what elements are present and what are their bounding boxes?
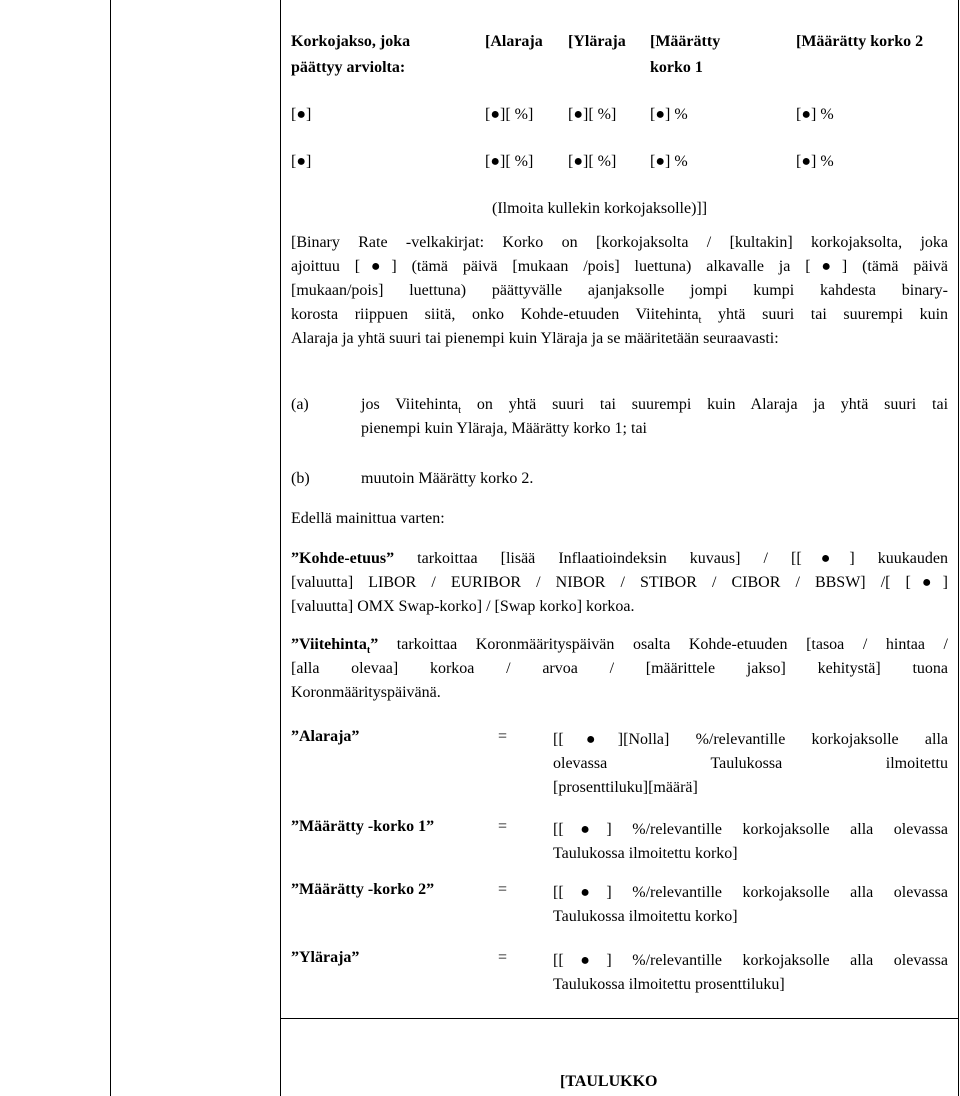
definition-value: [[●] %/relevantille korkojaksolle alla olevassa Taulukossa ilmoitettu prosenttiluku] — [553, 952, 948, 993]
table-cell: [●][ %] — [485, 106, 534, 123]
table-cell: [●] % — [796, 153, 834, 170]
binary-line-4a: korosta riippuen siitä, onko Kohde-etuuden Viitehinta — [291, 306, 699, 323]
list-item-text-line-2: pienempi kuin Yläraja, Määrätty korko 1; tai — [361, 420, 647, 437]
binary-line-3: [mukaan/pois] luettuna) päättyvälle ajanjaksolle jompi kumpi kahdesta binary- — [291, 282, 948, 299]
subscript-t: t — [698, 315, 702, 327]
table-header-alaraja-text: [Alaraja — [485, 33, 543, 50]
definition-term: ”Määrätty -korko 1” — [291, 818, 435, 835]
list-item-label: (a) — [291, 396, 309, 413]
table-note: (Ilmoita kullekin korkojaksolle)]] — [492, 200, 708, 217]
content-border-line — [280, 0, 281, 1096]
definition-equals: = — [498, 881, 508, 898]
binary-line-1: [Binary Rate -velkakirjat: Korko on [korkojaksolta / [kultakin] korkojaksolta, joka — [291, 234, 948, 251]
definition-term: ”Yläraja” — [291, 949, 360, 966]
viite-line-1: ”Viitehinta$_t$” tarkoittaa Koronmäärityspäivän osalta Kohde-etuuden [tasoa / hintaa / — [291, 636, 948, 657]
binary-line-4 — [291, 306, 948, 330]
kohde-line-1: ”Kohde-etuus” tarkoittaa [lisää Inflaatioindeksin kuvaus] / [[●] kuukauden — [291, 550, 948, 567]
kohde-line-2: [valuutta] LIBOR / EURIBOR / NIBOR / STIBOR / CIBOR / BBSW] /[ [●] — [291, 574, 948, 591]
table-header-ylaraja-text: [Yläraja — [568, 33, 626, 50]
definition-equals: = — [498, 949, 508, 966]
definition-equals: = — [498, 728, 508, 745]
list-item-text-line-1: jos Viitehinta$_t$ on yhtä suuri tai suurempi kuin Alaraja ja yhtä suuri tai — [361, 396, 949, 417]
table-cell: [●] — [291, 106, 312, 123]
table-header-alaraja — [485, 29, 547, 55]
binary-line-2: ajoittuu [●] (tämä päivä [mukaan /pois] luettuna) alkavalle ja [●] (tämä päivä — [291, 258, 948, 275]
table-header-korko-2-text: [Määrätty korko 2 — [796, 33, 924, 50]
table-cell: [●] % — [650, 106, 688, 123]
table-header-korko-1 — [650, 29, 750, 81]
table-cell: [●][ %] — [485, 153, 534, 170]
table-cell: [●] — [291, 153, 312, 170]
table-header-korko-2 — [796, 29, 946, 55]
table-cell: [●][ %] — [568, 106, 617, 123]
table-cell: [●] % — [796, 106, 834, 123]
table-cell: [●][ %] — [568, 153, 617, 170]
table-header-ylaraja — [568, 29, 630, 55]
section-divider-line — [280, 1018, 959, 1019]
binary-line-4b: yhtä suuri tai suurempi kuin — [717, 306, 949, 323]
viite-term: ”Viitehinta$_t$” — [291, 636, 379, 657]
definition-value: [[●] %/relevantille korkojaksolle alla olevassa Taulukossa ilmoitettu korko] — [553, 884, 948, 925]
table-cell: [●] % — [650, 153, 688, 170]
subscript-t: t — [458, 405, 462, 417]
viite-line-2: [alla olevaa] korkoa / arvoa / [määrittele jakso] kehitystä] tuona — [291, 660, 948, 677]
right-border-line — [958, 0, 959, 1096]
table-header-korkojakso-text: Korkojakso, joka päättyy arviolta: — [291, 33, 411, 76]
definition-equals: = — [498, 818, 508, 835]
list-item-text: muutoin Määrätty korko 2. — [361, 470, 534, 487]
list-item-label: (b) — [291, 470, 310, 487]
definition-term: ”Määrätty -korko 2” — [291, 881, 435, 898]
definition-value: [[●] %/relevantille korkojaksolle alla olevassa Taulukossa ilmoitettu korko] — [553, 821, 948, 862]
table-header-korko-1-text: [Määrätty korko 1 — [650, 33, 721, 76]
viite-line-3: Koronmäärityspäivänä. — [291, 684, 441, 701]
table-header-korkojakso — [291, 29, 461, 81]
left-margin-line — [110, 0, 111, 1096]
edella-text: Edellä mainittua varten: — [291, 510, 445, 527]
kohde-term: ”Kohde-etuus” — [291, 550, 395, 567]
taulukko-heading: [TAULUKKO — [560, 1073, 658, 1090]
definition-value: [[●][Nolla] %/relevantille korkojaksolle alla olevassa Taulukossa ilmoitettu [prosenttiluku][määrä] — [553, 731, 948, 796]
kohde-line-3: [valuutta] OMX Swap-korko] / [Swap korko] korkoa. — [291, 598, 635, 615]
definition-term: ”Alaraja” — [291, 728, 360, 745]
binary-line-5: Alaraja ja yhtä suuri tai pienempi kuin Yläraja ja se määritetään seuraavasti: — [291, 330, 779, 347]
